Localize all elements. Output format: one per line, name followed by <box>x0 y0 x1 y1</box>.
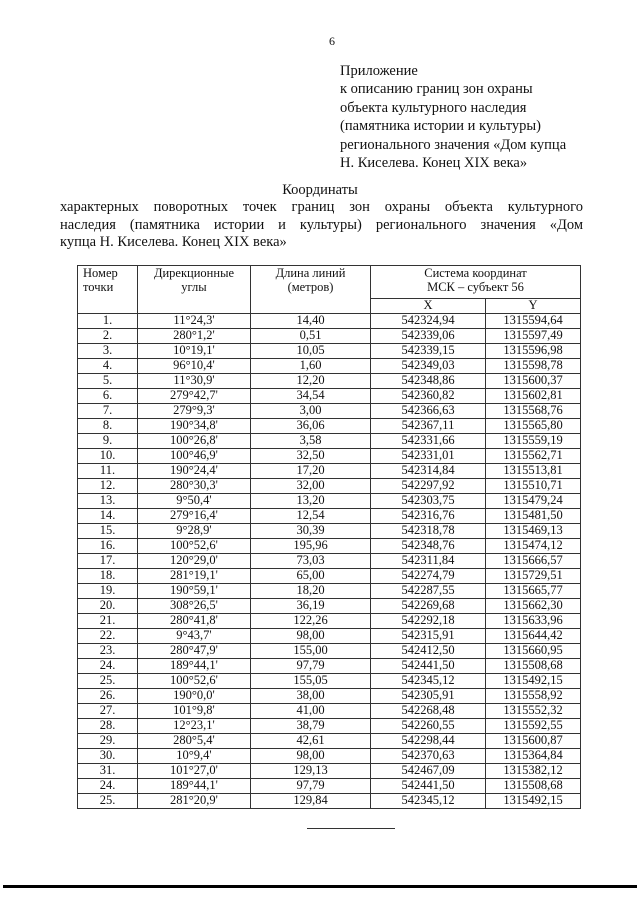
cell-point-number: 23. <box>78 643 138 658</box>
page-number: 6 <box>329 34 335 48</box>
cell-point-number: 29. <box>78 733 138 748</box>
table-row <box>78 388 581 403</box>
cell-directional-angle: 190°24,4' <box>138 463 251 478</box>
cell-x: 542269,68 <box>371 598 486 613</box>
header-directional-angles: Дирекционные углы <box>138 266 251 314</box>
cell-x: 542287,55 <box>371 583 486 598</box>
table-row <box>78 343 581 358</box>
table-row <box>78 358 581 373</box>
cell-point-number: 13. <box>78 493 138 508</box>
table-row <box>78 748 581 763</box>
document-title: Координаты <box>282 182 358 198</box>
table-row <box>78 778 581 793</box>
cell-point-number: 4. <box>78 358 138 373</box>
cell-point-number: 2. <box>78 328 138 343</box>
cell-line-length: 14,40 <box>251 313 371 328</box>
cell-x: 542370,63 <box>371 748 486 763</box>
cell-line-length: 129,13 <box>251 763 371 778</box>
appendix-line: к описанию границ зон охраны <box>340 81 533 98</box>
appendix-heading-block <box>340 62 566 172</box>
table-row <box>78 568 581 583</box>
appendix-line: Н. Киселева. Конец XIX века» <box>340 155 528 172</box>
cell-y: 1315600,37 <box>486 373 581 388</box>
cell-line-length: 122,26 <box>251 613 371 628</box>
table-row <box>78 478 581 493</box>
cell-point-number: 22. <box>78 628 138 643</box>
description-line: характерных поворотных точек границ зон охраны объекта культурного <box>60 199 583 215</box>
cell-y: 1315510,71 <box>486 478 581 493</box>
cell-y: 1315660,95 <box>486 643 581 658</box>
cell-y: 1315596,98 <box>486 343 581 358</box>
cell-directional-angle: 11°24,3' <box>138 313 251 328</box>
cell-directional-angle: 100°26,8' <box>138 433 251 448</box>
cell-point-number: 8. <box>78 418 138 433</box>
table-row <box>78 673 581 688</box>
cell-point-number: 28. <box>78 718 138 733</box>
cell-x: 542316,76 <box>371 508 486 523</box>
description-line: купца Н. Киселева. Конец XIX века» <box>60 234 287 250</box>
cell-line-length: 97,79 <box>251 778 371 793</box>
cell-line-length: 12,20 <box>251 373 371 388</box>
table-row <box>78 703 581 718</box>
cell-y: 1315665,77 <box>486 583 581 598</box>
cell-x: 542318,78 <box>371 523 486 538</box>
table-row <box>78 403 581 418</box>
cell-directional-angle: 280°5,4' <box>138 733 251 748</box>
cell-directional-angle: 10°19,1' <box>138 343 251 358</box>
cell-line-length: 98,00 <box>251 748 371 763</box>
cell-x: 542339,06 <box>371 328 486 343</box>
cell-directional-angle: 279°42,7' <box>138 388 251 403</box>
cell-point-number: 7. <box>78 403 138 418</box>
cell-x: 542441,50 <box>371 658 486 673</box>
cell-y: 1315600,87 <box>486 733 581 748</box>
cell-directional-angle: 189°44,1' <box>138 658 251 673</box>
cell-line-length: 0,51 <box>251 328 371 343</box>
cell-x: 542315,91 <box>371 628 486 643</box>
cell-x: 542366,63 <box>371 403 486 418</box>
end-separator-line <box>307 828 395 829</box>
cell-directional-angle: 96°10,4' <box>138 358 251 373</box>
cell-line-length: 38,00 <box>251 688 371 703</box>
cell-x: 542339,15 <box>371 343 486 358</box>
cell-x: 542348,86 <box>371 373 486 388</box>
cell-directional-angle: 280°41,8' <box>138 613 251 628</box>
table-row <box>78 508 581 523</box>
cell-y: 1315474,12 <box>486 538 581 553</box>
table-row <box>78 523 581 538</box>
header-coordinate-system: Система координат МСК – субъект 56 <box>371 266 581 299</box>
cell-x: 542297,92 <box>371 478 486 493</box>
table-row <box>78 463 581 478</box>
table-body <box>78 313 581 808</box>
cell-point-number: 14. <box>78 508 138 523</box>
table-row <box>78 433 581 448</box>
cell-point-number: 30. <box>78 748 138 763</box>
cell-x: 542268,48 <box>371 703 486 718</box>
cell-point-number: 25. <box>78 793 138 808</box>
cell-line-length: 3,58 <box>251 433 371 448</box>
cell-directional-angle: 101°27,0' <box>138 763 251 778</box>
header-line-length: Длина линий (метров) <box>251 266 371 314</box>
table-row <box>78 598 581 613</box>
cell-x: 542360,82 <box>371 388 486 403</box>
cell-x: 542298,44 <box>371 733 486 748</box>
table-row <box>78 718 581 733</box>
cell-directional-angle: 9°50,4' <box>138 493 251 508</box>
cell-point-number: 19. <box>78 583 138 598</box>
cell-line-length: 36,19 <box>251 598 371 613</box>
cell-directional-angle: 280°1,2' <box>138 328 251 343</box>
cell-point-number: 21. <box>78 613 138 628</box>
cell-line-length: 34,54 <box>251 388 371 403</box>
cell-y: 1315481,50 <box>486 508 581 523</box>
cell-point-number: 10. <box>78 448 138 463</box>
table-row <box>78 643 581 658</box>
cell-y: 1315597,49 <box>486 328 581 343</box>
title-description <box>60 199 583 252</box>
cell-point-number: 24. <box>78 658 138 673</box>
cell-line-length: 129,84 <box>251 793 371 808</box>
cell-y: 1315729,51 <box>486 568 581 583</box>
cell-line-length: 195,96 <box>251 538 371 553</box>
cell-line-length: 17,20 <box>251 463 371 478</box>
cell-line-length: 38,79 <box>251 718 371 733</box>
cell-point-number: 24. <box>78 778 138 793</box>
cell-line-length: 10,05 <box>251 343 371 358</box>
cell-x: 542441,50 <box>371 778 486 793</box>
cell-directional-angle: 281°20,9' <box>138 793 251 808</box>
table-row <box>78 658 581 673</box>
table-row <box>78 688 581 703</box>
cell-x: 542324,94 <box>371 313 486 328</box>
cell-line-length: 155,00 <box>251 643 371 658</box>
cell-directional-angle: 308°26,5' <box>138 598 251 613</box>
cell-y: 1315513,81 <box>486 463 581 478</box>
cell-point-number: 17. <box>78 553 138 568</box>
cell-directional-angle: 280°47,9' <box>138 643 251 658</box>
table-header-row <box>78 266 581 299</box>
cell-point-number: 6. <box>78 388 138 403</box>
cell-directional-angle: 100°52,6' <box>138 538 251 553</box>
cell-line-length: 42,61 <box>251 733 371 748</box>
cell-point-number: 31. <box>78 763 138 778</box>
cell-point-number: 20. <box>78 598 138 613</box>
cell-y: 1315633,96 <box>486 613 581 628</box>
cell-line-length: 98,00 <box>251 628 371 643</box>
cell-y: 1315492,15 <box>486 673 581 688</box>
cell-point-number: 15. <box>78 523 138 538</box>
appendix-line: (памятника истории и культуры) <box>340 118 541 135</box>
cell-y: 1315559,19 <box>486 433 581 448</box>
cell-line-length: 36,06 <box>251 418 371 433</box>
cell-directional-angle: 9°28,9' <box>138 523 251 538</box>
cell-directional-angle: 12°23,1' <box>138 718 251 733</box>
cell-point-number: 9. <box>78 433 138 448</box>
cell-x: 542367,11 <box>371 418 486 433</box>
cell-directional-angle: 100°52,6' <box>138 673 251 688</box>
cell-line-length: 155,05 <box>251 673 371 688</box>
table-row <box>78 418 581 433</box>
cell-line-length: 41,00 <box>251 703 371 718</box>
cell-directional-angle: 279°9,3' <box>138 403 251 418</box>
cell-line-length: 13,20 <box>251 493 371 508</box>
cell-x: 542260,55 <box>371 718 486 733</box>
header-y: Y <box>486 299 581 314</box>
cell-y: 1315666,57 <box>486 553 581 568</box>
cell-line-length: 18,20 <box>251 583 371 598</box>
cell-x: 542345,12 <box>371 793 486 808</box>
cell-y: 1315479,24 <box>486 493 581 508</box>
cell-y: 1315594,64 <box>486 313 581 328</box>
cell-y: 1315568,76 <box>486 403 581 418</box>
table-row <box>78 613 581 628</box>
cell-y: 1315598,78 <box>486 358 581 373</box>
cell-x: 542331,66 <box>371 433 486 448</box>
table-row <box>78 448 581 463</box>
cell-directional-angle: 11°30,9' <box>138 373 251 388</box>
cell-x: 542305,91 <box>371 688 486 703</box>
cell-y: 1315492,15 <box>486 793 581 808</box>
cell-line-length: 73,03 <box>251 553 371 568</box>
cell-directional-angle: 281°19,1' <box>138 568 251 583</box>
cell-y: 1315662,30 <box>486 598 581 613</box>
cell-directional-angle: 189°44,1' <box>138 778 251 793</box>
page-bottom-rule <box>3 885 637 888</box>
coordinates-table <box>77 265 581 809</box>
cell-point-number: 25. <box>78 673 138 688</box>
cell-directional-angle: 9°43,7' <box>138 628 251 643</box>
appendix-line: объекта культурного наследия <box>340 99 527 116</box>
appendix-line: регионального значения «Дом купца <box>340 136 567 153</box>
cell-y: 1315508,68 <box>486 658 581 673</box>
cell-x: 542345,12 <box>371 673 486 688</box>
header-x: X <box>371 299 486 314</box>
cell-line-length: 32,00 <box>251 478 371 493</box>
description-line: наследия (памятника истории и культуры) регионального значения «Дом <box>60 216 583 233</box>
cell-directional-angle: 190°59,1' <box>138 583 251 598</box>
cell-point-number: 27. <box>78 703 138 718</box>
cell-y: 1315592,55 <box>486 718 581 733</box>
cell-x: 542331,01 <box>371 448 486 463</box>
table-row <box>78 793 581 808</box>
cell-x: 542412,50 <box>371 643 486 658</box>
cell-point-number: 18. <box>78 568 138 583</box>
cell-y: 1315558,92 <box>486 688 581 703</box>
table-row <box>78 313 581 328</box>
cell-y: 1315552,32 <box>486 703 581 718</box>
cell-line-length: 32,50 <box>251 448 371 463</box>
appendix-line: Приложение <box>340 63 418 79</box>
cell-y: 1315364,84 <box>486 748 581 763</box>
table-row <box>78 328 581 343</box>
table-row <box>78 628 581 643</box>
cell-directional-angle: 280°30,3' <box>138 478 251 493</box>
cell-directional-angle: 101°9,8' <box>138 703 251 718</box>
cell-x: 542348,76 <box>371 538 486 553</box>
cell-directional-angle: 10°9,4' <box>138 748 251 763</box>
table-row <box>78 733 581 748</box>
table-row <box>78 373 581 388</box>
cell-line-length: 3,00 <box>251 403 371 418</box>
cell-y: 1315469,13 <box>486 523 581 538</box>
cell-x: 542467,09 <box>371 763 486 778</box>
cell-directional-angle: 190°34,8' <box>138 418 251 433</box>
cell-line-length: 30,39 <box>251 523 371 538</box>
cell-y: 1315602,81 <box>486 388 581 403</box>
cell-x: 542349,03 <box>371 358 486 373</box>
cell-x: 542311,84 <box>371 553 486 568</box>
cell-directional-angle: 190°0,0' <box>138 688 251 703</box>
cell-y: 1315382,12 <box>486 763 581 778</box>
cell-x: 542292,18 <box>371 613 486 628</box>
cell-point-number: 1. <box>78 313 138 328</box>
cell-directional-angle: 279°16,4' <box>138 508 251 523</box>
cell-line-length: 97,79 <box>251 658 371 673</box>
cell-y: 1315562,71 <box>486 448 581 463</box>
cell-y: 1315644,42 <box>486 628 581 643</box>
table-row <box>78 493 581 508</box>
table-row <box>78 538 581 553</box>
cell-directional-angle: 100°46,9' <box>138 448 251 463</box>
cell-point-number: 11. <box>78 463 138 478</box>
cell-point-number: 26. <box>78 688 138 703</box>
header-point-number: Номер точки <box>78 266 138 314</box>
cell-line-length: 12,54 <box>251 508 371 523</box>
cell-directional-angle: 120°29,0' <box>138 553 251 568</box>
cell-y: 1315565,80 <box>486 418 581 433</box>
cell-point-number: 16. <box>78 538 138 553</box>
table-row <box>78 553 581 568</box>
cell-x: 542303,75 <box>371 493 486 508</box>
cell-y: 1315508,68 <box>486 778 581 793</box>
cell-x: 542314,84 <box>371 463 486 478</box>
cell-point-number: 5. <box>78 373 138 388</box>
cell-line-length: 1,60 <box>251 358 371 373</box>
cell-point-number: 3. <box>78 343 138 358</box>
cell-x: 542274,79 <box>371 568 486 583</box>
table-row <box>78 763 581 778</box>
cell-line-length: 65,00 <box>251 568 371 583</box>
cell-point-number: 12. <box>78 478 138 493</box>
table-row <box>78 583 581 598</box>
